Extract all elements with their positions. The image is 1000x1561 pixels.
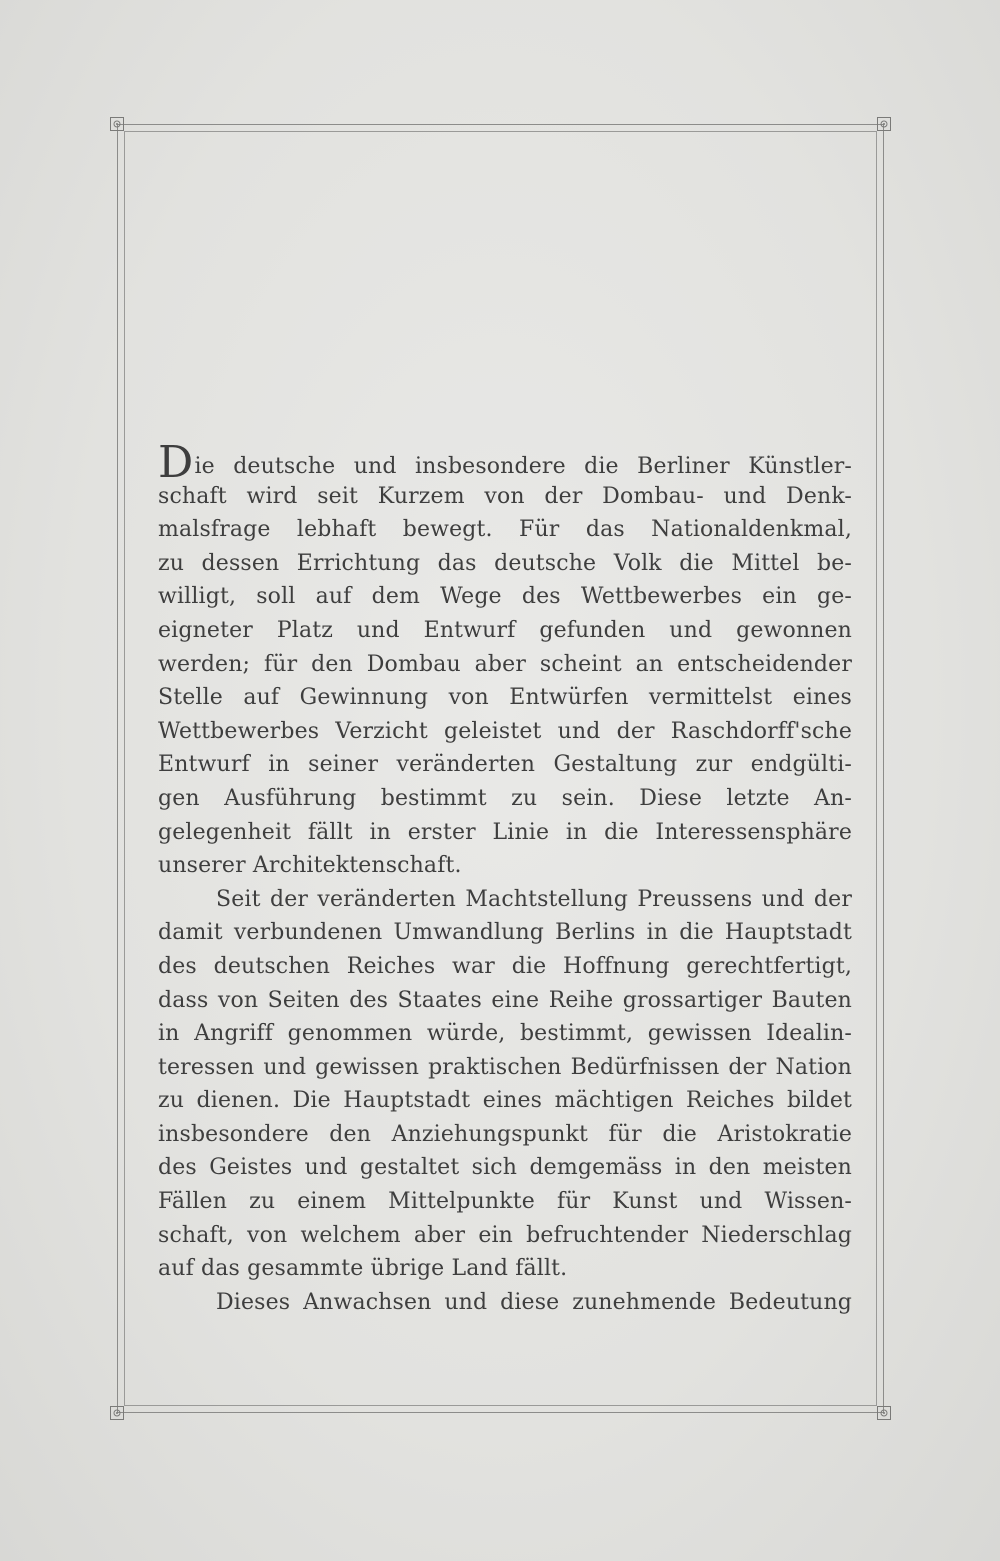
corner-ornament-bottom-left — [110, 1406, 124, 1420]
text-line: teressen und gewissen praktischen Bedürfnissen der Nation — [158, 1054, 852, 1080]
text-line: damit verbundenen Umwandlung Berlins in die Hauptstadt — [158, 920, 852, 946]
body-text — [158, 437, 852, 1319]
corner-ornament-top-right — [877, 117, 891, 131]
corner-ornament-top-left — [110, 117, 124, 131]
text-line: gelegenheit fällt in erster Linie in die Interessensphäre — [158, 819, 852, 845]
text-line: eigneter Platz und Entwurf gefunden und gewonnen — [158, 617, 852, 643]
text-line: Wettbewerbes Verzicht geleistet und der Raschdorff'sche — [158, 718, 852, 744]
text-line: dass von Seiten des Staates eine Reihe grossartiger Bauten — [158, 987, 852, 1013]
text-line: zu dienen. Die Hauptstadt eines mächtigen Reiches bildet — [158, 1088, 852, 1114]
initial-letter: D — [158, 437, 194, 488]
text-line-paragraph-start: Seit der veränderten Machtstellung Preussens und der — [216, 886, 852, 912]
text-line: insbesondere den Anziehungspunkt für die Aristokratie — [158, 1121, 852, 1147]
text-line-paragraph-end: unserer Architektenschaft. — [158, 853, 462, 879]
text-line-paragraph-start: Dieses Anwachsen und diese zunehmende Bedeutung — [216, 1289, 852, 1315]
text-line: Fällen zu einem Mittelpunkte für Kunst und Wissen- — [158, 1189, 852, 1215]
text-line: zu dessen Errichtung das deutsche Volk die Mittel be- — [158, 550, 852, 576]
text-line: des deutschen Reiches war die Hoffnung gerechtfertigt, — [158, 953, 852, 979]
corner-ornament-bottom-right — [877, 1406, 891, 1420]
text-line: gen Ausführung bestimmt zu sein. Diese letzte An- — [158, 785, 852, 811]
text-line: malsfrage lebhaft bewegt. Für das Nationaldenkmal, — [158, 517, 852, 543]
text-line-content: ie deutsche und insbesondere die Berliner Künstler- — [194, 454, 852, 479]
text-line: Stelle auf Gewinnung von Entwürfen vermittelst eines — [158, 685, 852, 711]
text-line: Entwurf in seiner veränderten Gestaltung zur endgülti- — [158, 752, 852, 778]
text-line — [158, 437, 852, 488]
text-line: schaft wird seit Kurzem von der Dombau- und Denk- — [158, 483, 852, 509]
text-line: des Geistes und gestaltet sich demgemäss in den meisten — [158, 1155, 852, 1181]
text-line: schaft, von welchem aber ein befruchtender Niederschlag — [158, 1222, 852, 1248]
text-line: willigt, soll auf dem Wege des Wettbewerbes ein ge- — [158, 584, 852, 610]
text-line: werden; für den Dombau aber scheint an entscheidender — [158, 651, 852, 677]
text-line: in Angriff genommen würde, bestimmt, gewissen Idealin- — [158, 1021, 852, 1047]
text-line-paragraph-end: auf das gesammte übrige Land fällt. — [158, 1256, 568, 1282]
